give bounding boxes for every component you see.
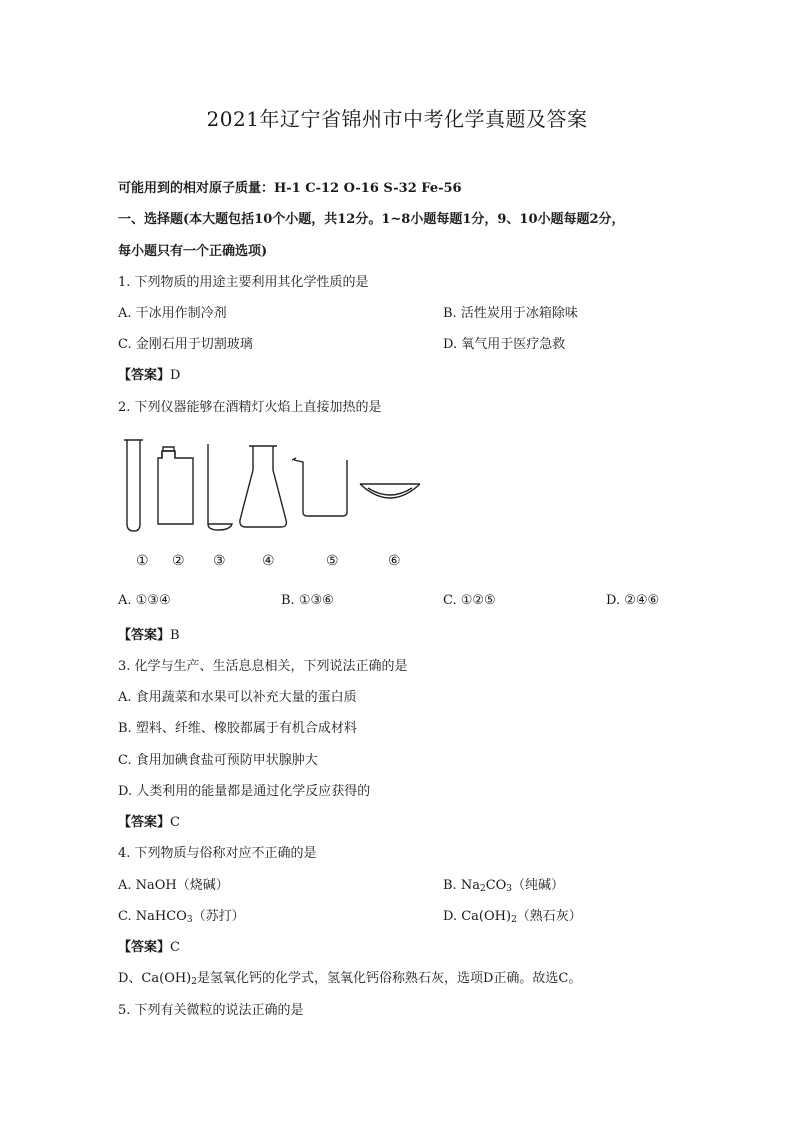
- q4-answer: [118, 936, 180, 955]
- q3-option-b: B. 塑料、纤维、橡胶都属于有机合成材料: [118, 721, 357, 736]
- formula: D. Ca(OH): [443, 909, 512, 924]
- q5-stem: 5. 下列有关微粒的说法正确的是: [118, 1003, 304, 1018]
- evaporating-dish-icon: [360, 484, 420, 498]
- explanation-text: 是氢氧化钙的化学式，氢氧化钙俗称熟石灰，选项D正确。故选C。: [197, 971, 582, 986]
- apparatus-label-5: ⑤: [326, 553, 339, 569]
- q2-option-c: C. ①②⑤: [443, 593, 496, 608]
- common-name: （熟石灰）: [516, 909, 582, 924]
- q4-option-c: [118, 905, 245, 924]
- test-tube-icon: [124, 440, 143, 531]
- answer-label: 【答案】: [118, 940, 171, 955]
- subscript: 3: [506, 884, 513, 894]
- q2-stem: 2. 下列仪器能够在酒精灯火焰上直接加热的是: [118, 400, 382, 415]
- q3-answer: [118, 811, 180, 830]
- common-name: （纯碱）: [512, 878, 565, 893]
- section-heading-line2: 每小题只有一个正确选项): [118, 244, 268, 259]
- q4-option-b: [443, 874, 564, 893]
- formula: B. Na: [443, 878, 480, 893]
- lab-apparatus-figure: [118, 432, 428, 534]
- apparatus-label-1: ①: [136, 553, 149, 569]
- answer-value: D: [170, 368, 181, 383]
- q1-option-a: A. 干冰用作制冷剂: [118, 306, 227, 321]
- beaker-icon: [292, 458, 347, 516]
- q3-stem: 3. 化学与生产、生活息息相关，下列说法正确的是: [118, 659, 408, 674]
- q1-answer: [118, 364, 180, 383]
- subscript: 2: [479, 884, 486, 894]
- q2-option-b: B. ①③⑥: [281, 593, 334, 608]
- formula: CO: [485, 878, 507, 893]
- conical-flask-icon: [240, 446, 287, 527]
- apparatus-label-4: ④: [262, 553, 275, 569]
- q1-option-b: B. 活性炭用于冰箱除味: [443, 306, 578, 321]
- atomic-mass-line: 可能用到的相对原子质量：H-1 C-12 O-16 S-32 Fe-56: [118, 181, 462, 196]
- q3-option-d: D. 人类利用的能量都是通过化学反应获得的: [118, 784, 371, 799]
- answer-value: C: [170, 815, 180, 830]
- answer-value: B: [170, 628, 180, 643]
- reagent-bottle-icon: [158, 447, 193, 524]
- apparatus-label-3: ③: [213, 553, 226, 569]
- q4-stem: 4. 下列物质与俗称对应不正确的是: [118, 846, 317, 861]
- q2-option-d: D. ②④⑥: [606, 593, 660, 608]
- page-title: 2021年辽宁省锦州市中考化学真题及答案: [206, 107, 588, 131]
- q4-explanation: [118, 967, 581, 986]
- subscript: 2: [191, 977, 197, 987]
- q2-option-a: A. ①③④: [118, 593, 171, 608]
- apparatus-label-6: ⑥: [388, 553, 401, 569]
- common-name: （苏打）: [192, 909, 245, 924]
- q3-option-a: A. 食用蔬菜和水果可以补充大量的蛋白质: [118, 690, 357, 705]
- answer-value: C: [170, 940, 180, 955]
- q4-option-a: [118, 874, 229, 893]
- q4-option-d: [443, 905, 582, 924]
- answer-label: 【答案】: [118, 368, 171, 383]
- q1-option-c: C. 金刚石用于切割玻璃: [118, 337, 253, 352]
- q1-option-d: D. 氧气用于医疗急救: [443, 337, 566, 352]
- answer-label: 【答案】: [118, 628, 171, 643]
- section-heading-line1: 一、选择题(本大题包括10个小题，共12分。1~8小题每题1分，9、10小题每题2分，: [118, 212, 625, 227]
- subscript: 3: [186, 915, 193, 925]
- q1-stem: 1. 下列物质的用途主要利用其化学性质的是: [118, 275, 369, 290]
- formula: A. NaOH: [118, 878, 177, 893]
- explanation-text: D、Ca(OH): [118, 971, 192, 986]
- common-name: （烧碱）: [176, 878, 229, 893]
- apparatus-label-2: ②: [172, 553, 185, 569]
- q2-answer: [118, 624, 180, 643]
- answer-label: 【答案】: [118, 815, 171, 830]
- q3-option-c: C. 食用加碘食盐可预防甲状腺肿大: [118, 753, 318, 768]
- subscript: 2: [511, 915, 517, 925]
- formula: C. NaHCO: [118, 909, 187, 924]
- spoon-icon: [208, 444, 232, 530]
